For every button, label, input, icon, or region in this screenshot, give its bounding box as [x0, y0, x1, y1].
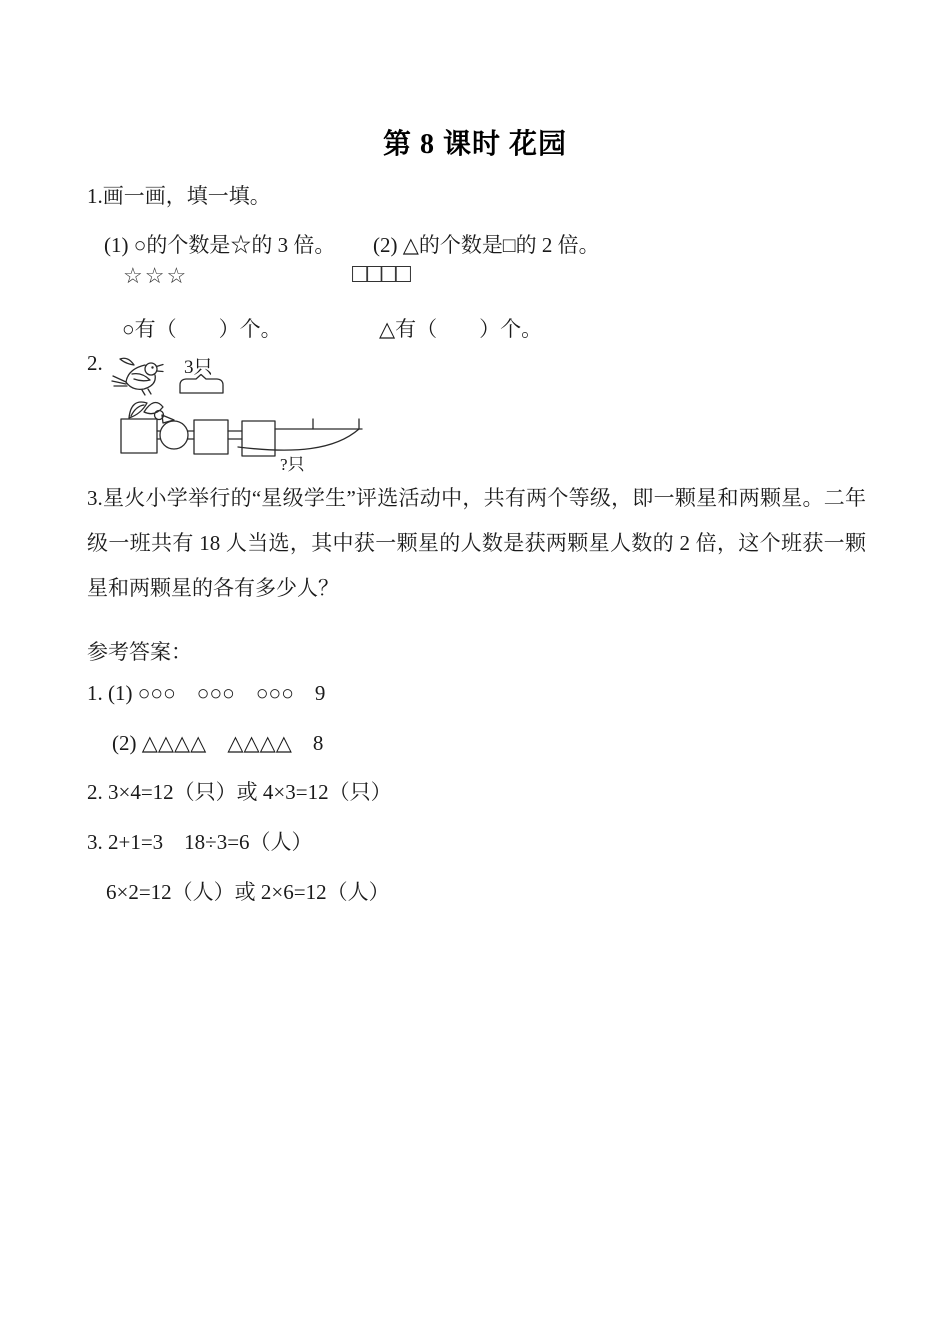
- q2-illustration: [100, 352, 390, 477]
- answers-heading: 参考答案：: [87, 640, 192, 664]
- answer-2: 2. 3×4=12（只）或 4×3=12（只）: [87, 780, 392, 804]
- q1-item-1: (1) ○的个数是☆的 3 倍。: [104, 233, 336, 257]
- q2-number: 2.: [87, 351, 103, 375]
- answer-1-part2: (2) △△△△ △△△△ 8: [112, 731, 324, 755]
- q1-star-symbols: ☆☆☆: [123, 263, 189, 288]
- flower-box-icon: [129, 402, 174, 423]
- q3-problem-text: 3.星火小学举行的“星级学生”评选活动中，共有两个等级，即一颗星和两颗星。二年级一班共有 18 人当选，其中获一颗星的人数是获两颗星人数的 2 倍，这个班获一颗星和两颗星的各有多少人？: [87, 486, 866, 600]
- bird-icon: [112, 358, 163, 395]
- q1-answer-blank-triangle: △有（ ）个。: [379, 317, 543, 341]
- answer-3-line1: 3. 2+1=3 18÷3=6（人）: [87, 830, 313, 854]
- q1-square-symbols: □□□□: [352, 258, 410, 288]
- cart-drawing: [121, 402, 362, 456]
- answer-3-line2: 6×2=12（人）或 2×6=12（人）: [106, 880, 390, 904]
- q2-birds-count-label: 3只: [184, 357, 213, 378]
- q1-prompt: 1.画一画，填一填。: [87, 184, 271, 208]
- q2-question-label: ?只: [280, 455, 305, 474]
- q1-item-2: (2) △的个数是□的 2 倍。: [373, 233, 600, 257]
- answer-1-part1: 1. (1) ○○○ ○○○ ○○○ 9: [87, 681, 326, 705]
- q1-answer-blank-circle: ○有（ ）个。: [122, 317, 282, 341]
- page-title: 第 8 课时 花园: [382, 129, 567, 160]
